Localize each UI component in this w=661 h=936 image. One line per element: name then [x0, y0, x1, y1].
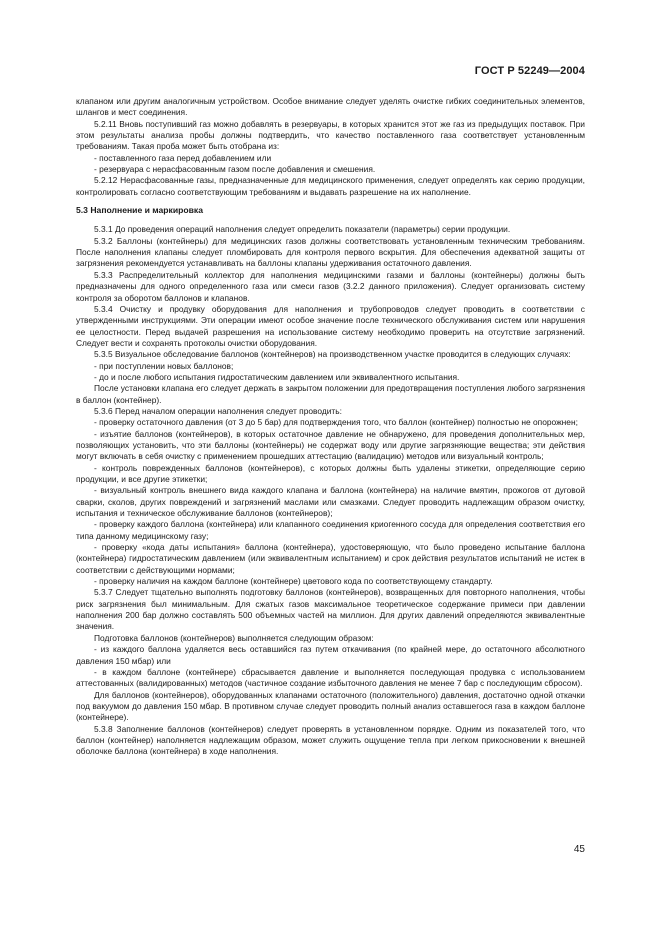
paragraph: - контроль поврежденных баллонов (контейнеров), с которых должны быть удалены этикетки, определяющие серию продукции, и все другие этикетки; — [76, 462, 585, 484]
paragraph: - проверку каждого баллона (контейнера) или клапанного соединения криогенного сосуда для определения соответствия его типа данному медицинскому газу; — [76, 519, 585, 541]
paragraph: После установки клапана его следует держать в закрытом положении для предотвращения поступления любого загрязнения в баллон (контейнер). — [76, 383, 585, 405]
paragraph: - изъятие баллонов (контейнеров), в которых остаточное давление не обнаружено, для проведения дополнительных мер, позволяющих установить, что эти баллоны (контейнеры) не содержат воду или другие загрязняющие вещества; эти действия могут включать в себя очистку с применением прошедших аттестацию (валидацию) методов или визуальный контроль; — [76, 428, 585, 462]
page-number: 45 — [573, 844, 585, 855]
paragraph: Подготовка баллонов (контейнеров) выполняется следующим образом: — [94, 632, 374, 643]
paragraph: 5.3.7 Следует тщательно выполнять подготовку баллонов (контейнеров), возвращенных для повторного наполнения, чтобы риск загрязнения был минимальным. Для сжатых газов максимальное теоретическое содержание примеси при давлении наполнения 200 бар должно составлять 500 объемных частей на миллион. Для других давлений определяются эквивалентные значения. — [76, 587, 585, 632]
paragraph: 5.3.3 Распределительный коллектор для наполнения медицинскими газами и баллоны (контейнеры) должны быть предназначены для одного определенного газа или смеси газов (3.2.2 данного приложения). Следует организовать систему контроля за оборотом баллонов и клапанов. — [76, 269, 585, 303]
paragraph: - из каждого баллона удаляется весь оставшийся газ путем откачивания (по крайней мере, до остаточного абсолютного давления 150 мбар) или — [76, 644, 585, 666]
paragraph: - проверку остаточного давления (от 3 до 5 бар) для подтверждения того, что баллон (контейнер) полностью не опорожнен; — [94, 417, 578, 428]
paragraph: - проверку «кода даты испытания» баллона (контейнера), удостоверяющую, что было проведено испытание баллона (контейнера) гидростатическим давлением (или эквивалентным испытанием) и срок действия результатов испытаний не истек в соответствии с действующими нормами; — [76, 542, 585, 575]
paragraph: - проверку наличия на каждом баллоне (контейнере) цветового кода по соответствующему стандарту. — [94, 576, 493, 587]
paragraph: 5.2.11 Вновь поступивший газ можно добавлять в резервуары, в которых хранится этот же газ из предыдущих поставок. При этом результаты анализа пробы должны подтвердить, что качество поставленного газа соответствует установленным требованиям. Такая проба может быть отобрана из: — [76, 118, 585, 152]
paragraph: - в каждом баллоне (контейнере) сбрасывается давление и выполняется последующая продувка с использованием аттестованных (валидированных) методов (частичное создание избыточного давления не менее 7 бар с последующим сбросом). — [76, 666, 585, 689]
paragraph: - визуальный контроль внешнего вида каждого клапана и баллона (контейнера) на наличие вмятин, прожогов от дуговой сварки, сколов, других повреждений и загрязнений маслами или смазками. Следует проводить надлежащим образом очистку, испытания и техническое обслуживание баллонов (контейнеров); — [76, 485, 585, 519]
paragraph: 5.3.8 Заполнение баллонов (контейнеров) следует проверять в установленном порядке. Одним из показателей того, что баллон (контейнер) наполняется надлежащим образом, может служить ощущение тепла при легком прикосновении к внешней оболочке баллона (контейнера) в ходе наполнения. — [76, 723, 585, 757]
paragraph: Для баллонов (контейнеров), оборудованных клапанами остаточного (положительного) давления, достаточно одной откачки под вакуумом до давления 150 мбар. В противном случае следует проводить полный анализ оставшегося газа в каждом баллоне (контейнере). — [76, 689, 585, 723]
paragraph: 5.3.5 Визуальное обследование баллонов (контейнеров) на производственном участке проводится в следующих случаях: — [94, 349, 571, 360]
document-standard-code: ГОСТ Р 52249—2004 — [474, 65, 585, 77]
paragraph: 5.3.4 Очистку и продувку оборудования для наполнения и трубопроводов следует проводить в соответствии с утвержденными инструкциями. Эти операции имеют особое значение после технического обслуживания систем или нарушения ее целостности. Перед выдачей разрешения на использование систему необходимо проверить на отсутствие загрязнений. Следует вести и сохранять протоколы очистки оборудования. — [76, 303, 585, 348]
paragraph-continuation: клапаном или другим аналогичным устройством. Особое внимание следует уделять очистке гибких соединительных элементов, шлангов и мест соединения. — [76, 96, 585, 118]
paragraph: 5.3.6 Перед началом операции наполнения следует проводить: — [94, 405, 342, 416]
list-item: - поставленного газа перед добавлением или — [94, 152, 272, 163]
paragraph: 5.3.2 Баллоны (контейнеры) для медицинских газов должны соответствовать установленным техническим требованиям. После наполнения клапаны следует пломбировать для контроля первого вскрытия. Для обеспечения адекватной защиты от загрязнения рекомендуется устанавливать на баллоны клапаны удерживания остаточного давления. — [76, 235, 585, 269]
section-heading: 5.3 Наполнение и маркировка — [76, 205, 204, 216]
document-body — [76, 96, 585, 758]
paragraph: 5.2.12 Нерасфасованные газы, предназначенные для медицинского применения, следует определять как серию продукции, контролировать согласно соответствующим требованиям и выдавать разрешение на их наполнение. — [76, 175, 585, 197]
list-item: - резервуара с нерасфасованным газом после добавления и смешения. — [94, 164, 376, 175]
list-item: - при поступлении новых баллонов; — [94, 360, 234, 371]
list-item: - до и после любого испытания гидростатическим давлением или эквивалентного испытания. — [94, 371, 460, 382]
paragraph: 5.3.1 До проведения операций наполнения следует определить показатели (параметры) серии продукции. — [94, 224, 511, 235]
